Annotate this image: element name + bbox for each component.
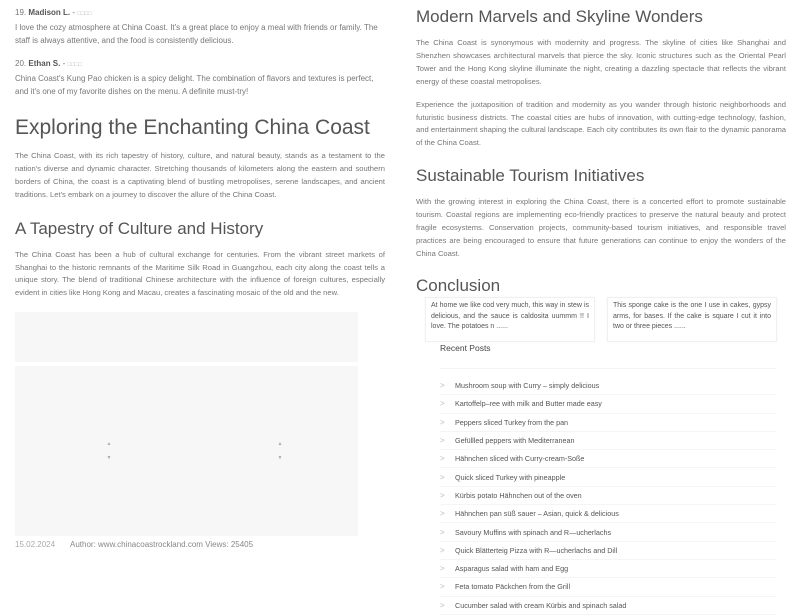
recent-post-item[interactable]: [440, 414, 776, 432]
chevron-right-icon: >: [440, 381, 445, 391]
separator: -: [62, 59, 66, 68]
recent-post-item[interactable]: [440, 578, 776, 596]
chevron-right-icon: >: [440, 417, 445, 427]
card-text[interactable]: This sponge cake is the one I use in cakes, gypsy arms, for bases. If the cake is square I cut it into two or three pieces ......: [613, 302, 771, 330]
ad-placeholder-main[interactable]: [15, 366, 358, 536]
arrow-down-icon[interactable]: ▼: [106, 455, 112, 462]
section-title-sustainable: Sustainable Tourism Initiatives: [416, 166, 645, 186]
post-meta: [15, 540, 385, 549]
chevron-right-icon: >: [440, 527, 445, 537]
recent-post-link[interactable]: Hähnchen pan süß sauer – Asian, quick & delicious: [455, 509, 619, 519]
recent-post-link[interactable]: Savoury Muffins with spinach and R—ucherlachs: [455, 527, 612, 537]
review-20: [15, 57, 385, 98]
card-text[interactable]: At home we like cod very much, this way in stew is delicious, and the sauce is caldosita uummm !! I love. The potatoes n ......: [431, 302, 589, 330]
left-column: [15, 0, 385, 549]
recent-post-link[interactable]: Feta tomato Päckchen from the Grill: [455, 582, 571, 592]
recent-post-link[interactable]: Hähnchen sliced with Curry-cream-Soße: [455, 454, 585, 464]
section-text-tapestry: The China Coast has been a hub of cultural exchange for centuries. From the vibrant street markets of Shanghai to the historic remnants of the Maritime Silk Road in Guangzhou, each city along the coast tells a unique story. The blend of traditional Chinese architecture with the influence of foreign cultures, especially evident in cities like Hong Kong and Macau, creates a fascinating mosaic of the old and the new.: [15, 249, 385, 298]
section-title-tapestry: A Tapestry of Culture and History: [15, 218, 264, 238]
star-rating-icon: □□□□: [77, 11, 92, 17]
review-number: 19.: [15, 8, 27, 17]
scroll-spinner-left[interactable]: [106, 441, 112, 461]
section-title-conclusion: Conclusion: [416, 275, 501, 295]
recent-posts-title: Recent Posts: [440, 343, 491, 353]
review-header: [15, 6, 385, 21]
recent-post-item[interactable]: [440, 560, 776, 578]
arrow-up-icon[interactable]: ▲: [106, 441, 112, 448]
review-header: [15, 57, 385, 72]
recent-post-item[interactable]: [440, 432, 776, 450]
section-text-modern-2: Experience the juxtaposition of tradition and modernity as you wander through historic neighborhoods and futuristic business districts. The coastal cities are hubs of innovation, with cutting-edge technology, fashion, and entertainment shaping the cultural landscape. Each city contributes its own flair to the dynamic panorama of the China Coast.: [416, 99, 786, 148]
chevron-right-icon: >: [440, 582, 445, 592]
recent-post-link[interactable]: Kartoffelp–ree with milk and Butter made easy: [455, 399, 602, 409]
section-title-modern: Modern Marvels and Skyline Wonders: [416, 7, 703, 26]
chevron-right-icon: >: [440, 490, 445, 500]
related-card-1[interactable]: [425, 297, 595, 342]
recent-post-item[interactable]: [440, 395, 776, 413]
section-title-exploring: Exploring the Enchanting China Coast: [15, 116, 370, 139]
recent-post-link[interactable]: Kürbis potato Hähnchen out of the oven: [455, 490, 582, 500]
recent-post-link[interactable]: Mushroom soup with Curry – simply delicious: [455, 381, 600, 391]
separator: -: [72, 8, 76, 17]
recent-post-link[interactable]: Gefüllled peppers with Mediterranean: [455, 436, 575, 446]
review-text: I love the cozy atmosphere at China Coast. It's a great place to enjoy a meal with friends or family. The staff is always attentive, and the food is consistently delicious.: [15, 23, 378, 45]
related-cards: [425, 297, 777, 342]
arrow-down-icon[interactable]: ▼: [277, 455, 283, 462]
chevron-right-icon: >: [440, 564, 445, 574]
review-text: China Coast's Kung Pao chicken is a spicy delight. The combination of flavors and textures is perfect, and it's one of my favorite dishes on the menu. A definite must-try!: [15, 74, 374, 96]
recent-post-link[interactable]: Peppers sliced Turkey from the pan: [455, 417, 569, 427]
review-19: [15, 6, 385, 47]
recent-post-item[interactable]: [440, 450, 776, 468]
section-text-sustainable: With the growing interest in exploring the China Coast, there is a concerted effort to promote sustainable tourism. Coastal regions are implementing eco-friendly practices to preserve the natural beauty and protect fragile ecosystems. Conservation projects, community-based tourism initiatives, and responsible travel practices are being encouraged to ensure that future generations can continue to enjoy the wonders of the China Coast.: [416, 197, 786, 258]
post-date: 15.02.2024: [15, 540, 56, 550]
recent-post-item[interactable]: [440, 542, 776, 560]
recent-post-link[interactable]: Quick Blätterteig Pizza with R—ucherlachs and Dill: [455, 545, 618, 555]
reviewer-name: Madison L.: [28, 8, 71, 17]
related-card-2[interactable]: [607, 297, 777, 342]
section-text-exploring: The China Coast, with its rich tapestry of history, culture, and natural beauty, stands as a testament to the nation's diverse and dynamic character. Stretching thousands of kilometers along the eastern and southern borders of China, the coast is a captivating blend of bustling metropolises, serene landscapes, and ancient traditions. Let's embark on a journey to discover the allure of the China Coast.: [15, 151, 385, 199]
recent-post-link[interactable]: Cucumber salad with cream Kürbis and spinach salad: [455, 600, 627, 610]
recent-post-link[interactable]: Asparagus salad with ham and Egg: [455, 564, 569, 574]
chevron-right-icon: >: [440, 600, 445, 610]
star-rating-icon: □□□□: [67, 62, 83, 68]
recent-posts-list: [440, 377, 776, 615]
divider: [440, 368, 776, 369]
recent-posts-widget: [440, 340, 776, 615]
chevron-right-icon: >: [440, 454, 445, 464]
recent-post-item[interactable]: [440, 377, 776, 395]
scroll-spinner-right[interactable]: [277, 441, 283, 461]
review-number: 20.: [15, 59, 27, 68]
chevron-right-icon: >: [440, 545, 445, 555]
recent-post-link[interactable]: Quick sliced Turkey with pineapple: [455, 472, 566, 482]
chevron-right-icon: >: [440, 472, 445, 482]
reviewer-name: Ethan S.: [28, 59, 61, 68]
right-column: [416, 0, 786, 297]
section-text-modern-1: The China Coast is synonymous with modernity and progress. The skyline of cities like Shanghai and Shenzhen showcases architectural marvels that pierce the sky. Iconic structures such as the Oriental Pearl Tower and the Hong Kong skyline illuminate the night, creating a dazzling spectacle that reflects the vibrant energy of these coastal metropolises.: [416, 38, 786, 86]
post-author-views: Author: www.chinacoastrockland.com Views: 25405: [70, 540, 254, 550]
ad-placeholder-top[interactable]: [15, 312, 358, 362]
recent-post-item[interactable]: [440, 523, 776, 541]
recent-post-item[interactable]: [440, 487, 776, 505]
chevron-right-icon: >: [440, 436, 445, 446]
recent-post-item[interactable]: [440, 468, 776, 486]
arrow-up-icon[interactable]: ▲: [277, 441, 283, 448]
chevron-right-icon: >: [440, 399, 445, 409]
recent-post-item[interactable]: [440, 505, 776, 523]
recent-post-item[interactable]: [440, 597, 776, 615]
chevron-right-icon: >: [440, 509, 445, 519]
